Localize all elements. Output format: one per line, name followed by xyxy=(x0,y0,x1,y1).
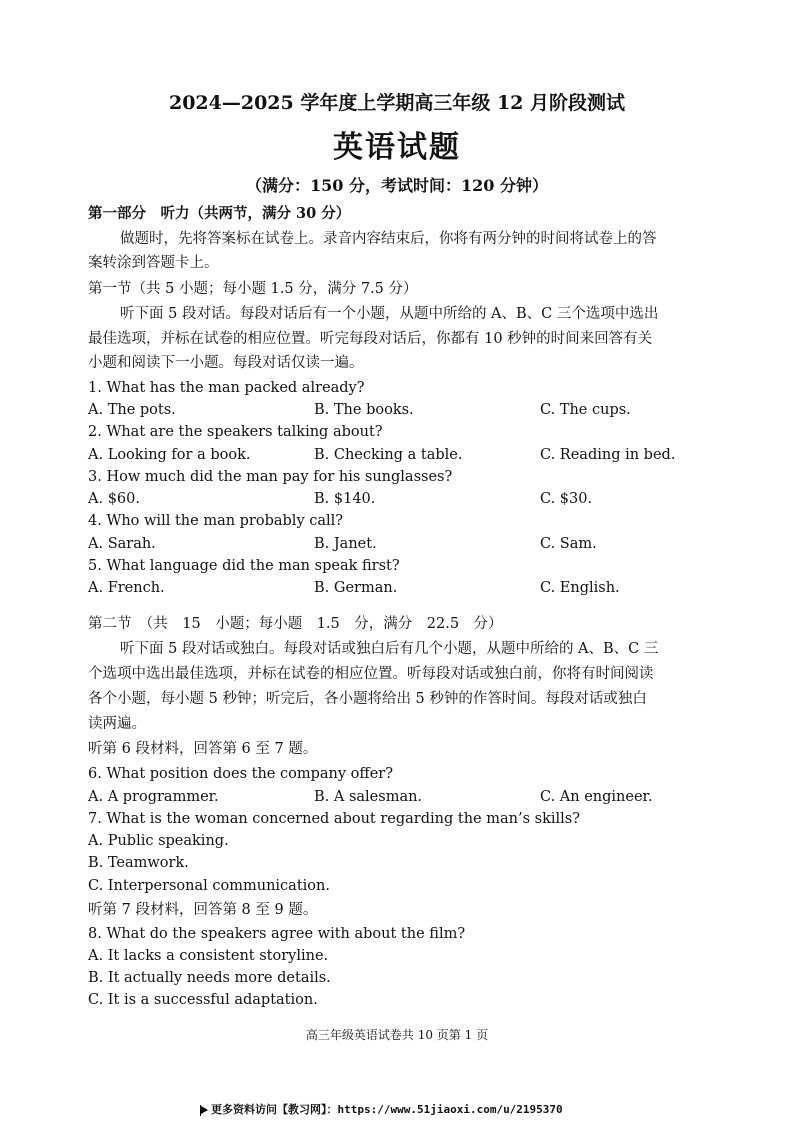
option-c: C. $30. xyxy=(540,491,593,507)
option-b: B. It actually needs more details. xyxy=(88,970,331,986)
material-7-note: 听第 7 段材料，回答第 8 至 9 题。 xyxy=(88,902,318,918)
question-5: 5. What language did the man speak first? xyxy=(88,558,400,574)
option-a: A. Looking for a book. xyxy=(88,447,251,463)
page-title: 英语试题 xyxy=(333,130,461,165)
promo-link[interactable]: 更多资料访问【教习网】：https://www.51jiaoxi.com/u/2195370 xyxy=(211,1103,563,1116)
option-a: A. Sarah. xyxy=(88,536,156,552)
option-b: B. Teamwork. xyxy=(88,855,189,871)
question-7: 7. What is the woman concerned about regarding the man’s skills? xyxy=(88,811,580,827)
page-title-line1: 2024—2025 学年度上学期高三年级 12 月阶段测试 xyxy=(168,92,626,114)
section1-heading: 第一节（共 5 小题；每小题 1.5 分，满分 7.5 分） xyxy=(88,281,418,297)
flag-icon xyxy=(200,1103,211,1116)
question-3-options xyxy=(88,488,728,510)
section2-heading: 第二节 （共 15 小题；每小题 1.5 分，满分 22.5 分） xyxy=(88,616,503,632)
page-footer: 高三年级英语试卷共 10 页第 1 页 xyxy=(305,1028,489,1042)
promo-banner[interactable] xyxy=(200,1101,563,1117)
section1-instructions-cont: 小题和阅读下一小题。每段对话仅读一遍。 xyxy=(88,355,364,371)
option-a: A. The pots. xyxy=(88,402,176,418)
option-b: B. Checking a table. xyxy=(314,447,463,463)
question-3: 3. How much did the man pay for his sunglasses? xyxy=(88,469,453,485)
question-4: 4. Who will the man probably call? xyxy=(88,513,344,529)
section2-instructions: 听下面 5 段对话或独白。每段对话或独白后有几个小题，从题中所给的 A、B、C 三 xyxy=(120,641,659,657)
option-c: C. Reading in bed. xyxy=(540,447,676,463)
section1-instructions: 听下面 5 段对话。每段对话后有一个小题，从题中所给的 A、B、C 三个选项中选出 xyxy=(120,306,659,322)
option-c: C. Sam. xyxy=(540,536,597,552)
section2-instructions-cont: 各个小题，每小题 5 秒钟；听完后，各小题将给出 5 秒钟的作答时间。每段对话或独白 xyxy=(88,691,647,707)
option-b: B. Janet. xyxy=(314,536,377,552)
question-5-options xyxy=(88,577,728,599)
question-4-options xyxy=(88,533,728,555)
question-1: 1. What has the man packed already? xyxy=(88,380,365,396)
question-8: 8. What do the speakers agree with about the film? xyxy=(88,926,466,942)
option-c: C. The cups. xyxy=(540,402,631,418)
option-a: A. It lacks a consistent storyline. xyxy=(88,948,329,964)
part1-heading: 第一部分 听力（共两节，满分 30 分） xyxy=(88,205,351,222)
question-6: 6. What position does the company offer? xyxy=(88,766,393,782)
section2-instructions-cont: 个选项中选出最佳选项，并标在试卷的相应位置。听每段对话或独白前，你将有时间阅读 xyxy=(88,666,654,682)
question-1-options xyxy=(88,399,728,421)
part1-intro: 做题时，先将答案标在试卷上。录音内容结束后，你将有两分钟的时间将试卷上的答 xyxy=(120,231,657,247)
part1-intro-cont: 案转涂到答题卡上。 xyxy=(88,255,219,271)
option-c: C. Interpersonal communication. xyxy=(88,878,330,894)
option-a: A. A programmer. xyxy=(88,789,219,805)
option-b: B. A salesman. xyxy=(314,789,423,805)
section1-instructions-cont: 最佳选项，并标在试卷的相应位置。听完每段对话后，你都有 10 秒钟的时间来回答有关 xyxy=(88,331,653,347)
question-6-options xyxy=(88,786,728,808)
material-6-note: 听第 6 段材料，回答第 6 至 7 题。 xyxy=(88,741,318,757)
option-c: C. English. xyxy=(540,580,620,596)
question-2-options xyxy=(88,444,728,466)
option-b: B. German. xyxy=(314,580,398,596)
option-a: A. Public speaking. xyxy=(88,833,229,849)
option-c: C. An engineer. xyxy=(540,789,653,805)
option-b: B. $140. xyxy=(314,491,376,507)
option-b: B. The books. xyxy=(314,402,414,418)
question-2: 2. What are the speakers talking about? xyxy=(88,424,383,440)
section2-instructions-cont: 读两遍。 xyxy=(88,716,146,732)
option-a: A. French. xyxy=(88,580,165,596)
option-c: C. It is a successful adaptation. xyxy=(88,992,318,1008)
exam-meta: （满分：150 分，考试时间：120 分钟） xyxy=(246,176,548,195)
option-a: A. $60. xyxy=(88,491,140,507)
